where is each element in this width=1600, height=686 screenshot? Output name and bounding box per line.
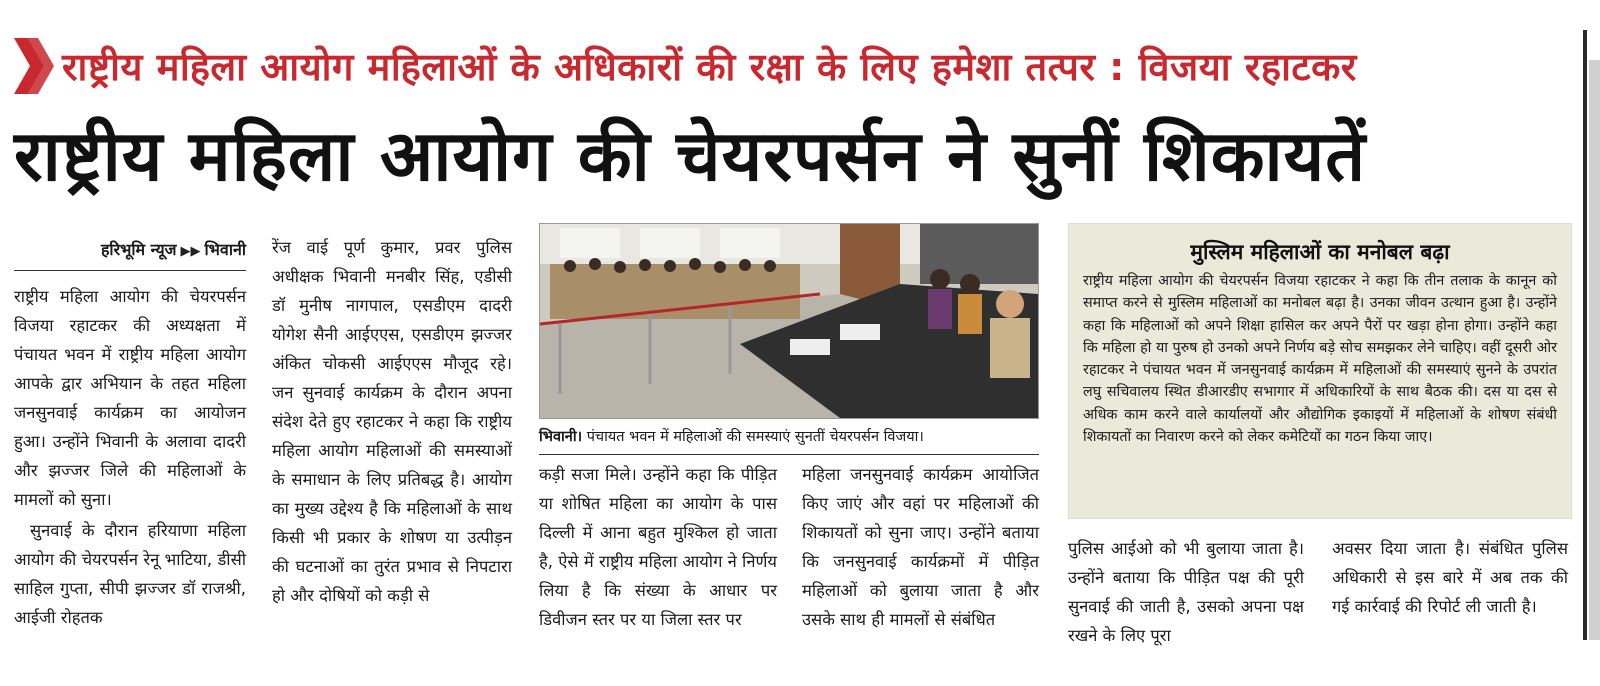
dateline-place: भिवानी (204, 240, 246, 259)
adjacent-page-strip (1589, 60, 1600, 640)
column-1-text: राष्ट्रीय महिला आयोग की चेयरपर्सन विजया रहाटकर की अध्यक्षता में पंचायत भवन में राष्ट्रीय महिला आयोग आपके द्वार अभियान के तहत महिला जनसुनवाई कार्यक्रम का आयोजन हुआ। उन्होंने भिवानी के अलावा दादरी और झज्जर जिले की महिलाओं के मामलों को सुना। (14, 287, 246, 509)
column-6 (1332, 534, 1568, 640)
column-3 (539, 460, 777, 640)
news-photo (539, 223, 1039, 419)
dateline-arrow-icon: ▶▶ (180, 244, 201, 259)
sidebar-title: मुस्लिम महिलाओं का मनोबल बढ़ा (1190, 240, 1450, 264)
headline: राष्ट्रीय महिला आयोग की चेयरपर्सन ने सुनीं शिकायतें (14, 115, 1367, 197)
double-chevron-icon (14, 34, 56, 98)
kicker-text: राष्ट्रीय महिला आयोग महिलाओं के अधिकारों की रक्षा के लिए हमेशा तत्पर : विजया रहाटकर (62, 45, 1357, 89)
column-1 (14, 282, 246, 509)
column-2-text: रेंज वाई पूर्ण कुमार, प्रवर पुलिस अधीक्षक भिवानी मनबीर सिंह, एडीसी डॉ मुनीष नागपाल, एसडीएम दादरी योगेश सैनी आईएएस, एसडीएम झज्जर अंकित चोकसी आईएएस मौजूद रहे। जन सुनवाई कार्यक्रम के दौरान अपना संदेश देते हुए रहाटकर ने कहा कि राष्ट्रीय महिला आयोग महिलाओं की समस्याओं के समाधान के लिए प्रतिबद्ध है। आयोग का मुख्य उद्देश्य है कि महिलाओं के साथ किसी भी प्रकार के शोषण या उत्पीड़न की घटनाओं का तुरंत प्रभाव से निपटारा हो और दोषियों को कड़ी से (272, 238, 512, 605)
column-1b (14, 516, 246, 636)
meeting-photo-image (540, 224, 1038, 418)
column-4 (802, 460, 1039, 640)
dateline (14, 238, 246, 271)
sidebar-body: राष्ट्रीय महिला आयोग की चेयरपर्सन विजया रहाटकर ने कहा कि तीन तलाक के कानून को समाप्त करने से मुस्लिम महिलाओं का मनोबल बढ़ा है। उनका जीवन उत्थान हुआ है। उन्होंने कहा कि महिलाओं को अपने शिक्षा हासिल कर अपने पैरों पर खड़ा होना होगा। उन्होंने कहा कि महिला हो या पुरुष हो उनको अपने निर्णय बड़े सोच समझकर लेने चाहिए। वहीं दूसरी ओर रहाटकर ने पंचायत भवन में जनसुनवाई कार्यक्रम में महिलाओं की समस्याएं सुनने के उपरांत लघु सचिवालय स्थित डीआरडीए सभागार में अधिकारियों के साथ बैठक की। दस या दस से अधिक काम करने वाले कार्यालयों और औद्योगिक इकाइयों में महिलाओं के शोषण संबंधी शिकायतों का निवारण करने को लेकर कमेटियों का गठन किया जाए। (1083, 273, 1557, 446)
kicker-line (14, 28, 1357, 104)
column-6-text: अवसर दिया जाता है। संबंधित पुलिस अधिकारी से इस बारे में अब तक की गई कार्रवाई की रिपोर्ट ली जाती है। (1332, 539, 1568, 616)
dateline-source: हरिभूमि न्यूज (100, 240, 177, 259)
column-4-text: महिला जनसुनवाई कार्यक्रम आयोजित किए जाएं और वहां पर महिलाओं की शिकायतों को सुना जाए। उन्होंने बताया कि जनसुनवाई कार्यक्रमों में पीड़ित महिलाओं को बुलाया जाता है और उसके साथ ही मामलों से संबंधित (802, 465, 1039, 629)
page-edge-divider (1583, 30, 1587, 640)
column-2 (272, 233, 512, 639)
column-1b-text: सुनवाई के दौरान हरियाणा महिला आयोग की चेयरपर्सन रेनू भाटिया, डीसी साहिल गुप्ता, सीपी झज्जर डॉ राजश्री, आईजी रोहतक (14, 521, 246, 627)
caption-text: पंचायत भवन में महिलाओं की समस्याएं सुनतीं चेयरपर्सन विजया। (586, 429, 924, 445)
photo-caption (539, 420, 1039, 455)
column-5-text: पुलिस आईओ को भी बुलाया जाता है। उन्होंने बताया कि पीड़ित पक्ष की पूरी सुनवाई की जाती है, उसको अपना पक्ष रखने के लिए पूरा (1068, 539, 1304, 645)
caption-place: भिवानी। (539, 429, 583, 445)
column-5 (1068, 534, 1304, 645)
sidebar-box (1068, 223, 1572, 519)
column-3-text: कड़ी सजा मिले। उन्होंने कहा कि पीड़ित या शोषित महिला का आयोग के पास दिल्ली में आना बहुत मुश्किल हो जाता है, ऐसे में राष्ट्रीय महिला आयोग ने निर्णय लिया है कि संख्या के आधार पर डिवीजन स्तर पर या जिला स्तर पर (539, 465, 777, 629)
